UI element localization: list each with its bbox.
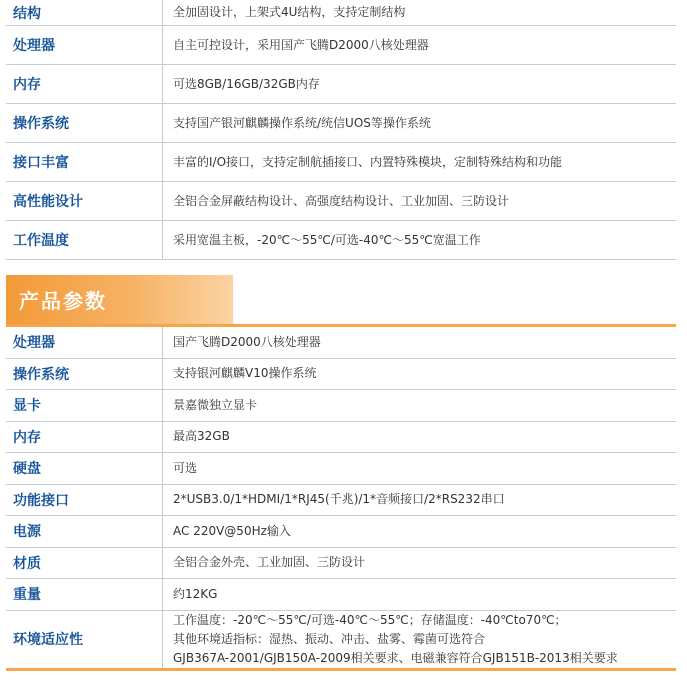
table-row	[6, 579, 676, 611]
row-label: 工作温度	[6, 221, 163, 259]
row-value: 自主可控设计，采用国产飞腾D2000八核处理器	[173, 37, 429, 52]
row-label: 操作系统	[6, 104, 163, 142]
table-row	[6, 453, 676, 485]
table-row	[6, 0, 676, 26]
row-value: 可选	[173, 460, 198, 475]
table-row	[6, 104, 676, 143]
table-row	[6, 611, 676, 671]
table-row	[6, 359, 676, 391]
row-value: AC 220V@50Hz输入	[173, 523, 291, 538]
table-row	[6, 26, 676, 65]
row-value	[163, 611, 676, 668]
table-row	[6, 516, 676, 548]
table-row	[6, 221, 676, 260]
row-label: 显卡	[6, 390, 163, 421]
row-label: 结构	[6, 0, 163, 25]
table-row	[6, 390, 676, 422]
env-line: GJB367A-2001/GJB150A-2009相关要求、电磁兼容符合GJB151B-2013相关要求	[173, 650, 618, 665]
section-title: 产品参数	[19, 289, 107, 313]
row-value: 采用宽温主板，-20℃～55℃/可选-40℃～55℃宽温工作	[173, 232, 481, 247]
row-label: 电源	[6, 516, 163, 547]
env-line: 其他环境适指标：湿热、振动、冲击、盐雾、霉菌可选符合	[173, 631, 486, 646]
row-value: 全铝合金屏蔽结构设计、高强度结构设计、工业加固、三防设计	[173, 193, 510, 208]
row-label: 处理器	[6, 26, 163, 64]
section-title-banner	[6, 275, 233, 324]
row-label: 高性能设计	[6, 182, 163, 220]
row-value: 支持国产银河麒麟操作系统/统信UOS等操作系统	[173, 115, 431, 130]
row-value: 约12KG	[173, 586, 218, 601]
table-row	[6, 327, 676, 359]
table-row	[6, 143, 676, 182]
table-row	[6, 485, 676, 517]
row-value: 国产飞腾D2000八核处理器	[173, 334, 321, 349]
row-value: 支持银河麒麟V10操作系统	[173, 366, 317, 381]
row-label: 接口丰富	[6, 143, 163, 181]
row-label: 内存	[6, 65, 163, 103]
row-label: 材质	[6, 548, 163, 579]
row-value: 2*USB3.0/1*HDMI/1*RJ45(千兆)/1*音频接口/2*RS232串口	[173, 492, 505, 507]
table-row	[6, 65, 676, 104]
section-header	[6, 275, 676, 327]
row-value: 全铝合金外壳、工业加固、三防设计	[173, 555, 366, 570]
row-label: 硬盘	[6, 453, 163, 484]
row-value: 丰富的I/O接口，支持定制航插接口、内置特殊模块，定制特殊结构和功能	[173, 154, 563, 169]
params-table	[6, 327, 676, 671]
row-label: 处理器	[6, 327, 163, 358]
table-row	[6, 182, 676, 221]
row-label: 内存	[6, 422, 163, 453]
row-label: 重量	[6, 579, 163, 610]
features-table	[6, 0, 676, 260]
row-label: 环境适应性	[6, 611, 163, 668]
row-value: 最高32GB	[173, 429, 230, 444]
table-row	[6, 548, 676, 580]
row-value: 全加固设计，上架式4U结构，支持定制结构	[173, 5, 406, 19]
row-value: 景嘉微独立显卡	[173, 397, 258, 412]
row-label: 操作系统	[6, 359, 163, 390]
row-value: 可选8GB/16GB/32GB内存	[173, 76, 320, 91]
env-line: 工作温度：-20℃～55℃/可选-40℃～55℃；存储温度：-40℃to70℃；	[173, 612, 567, 627]
row-label: 功能接口	[6, 485, 163, 516]
table-row	[6, 422, 676, 454]
